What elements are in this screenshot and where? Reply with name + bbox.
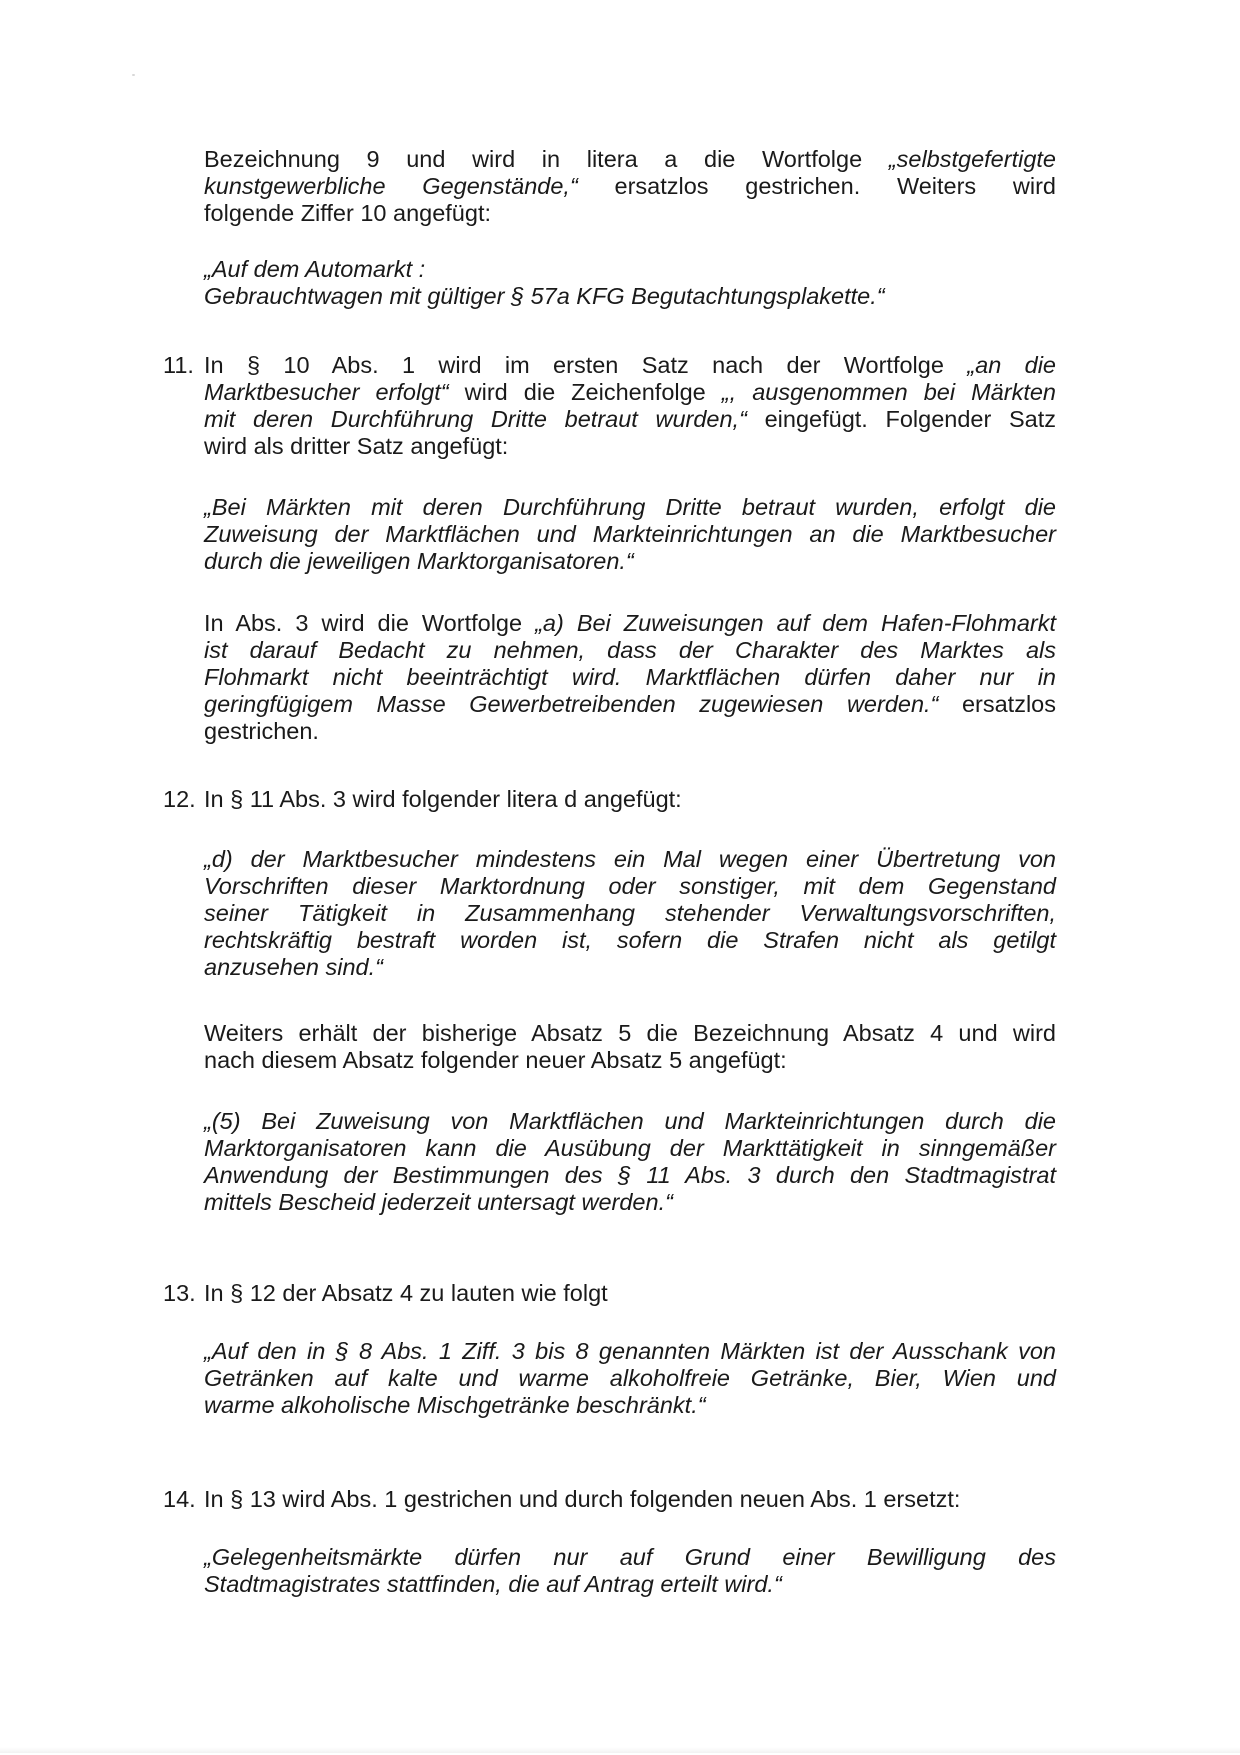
intro-paragraph [204,146,1056,227]
item-number-13: 13. [163,1280,196,1306]
item-number-14: 14. [163,1486,196,1512]
item-13-quote: „Auf den in § 8 Abs. 1 Ziff. 3 bis 8 genannten Märkten ist der Ausschank von Getränken auf kalte und warme alkoholfreie Getränke, Bier, Wien und warme alkoholische Mischgetränke beschränkt.“ [204,1338,1056,1418]
item-13-first-line: In § 12 der Absatz 4 zu lauten wie folgt [204,1280,608,1306]
item-11-quote: „Bei Märkten mit deren Durchführung Dritte betraut wurden, erfolgt die Zuweisung der Marktflächen und Markteinrichtungen an die Marktbesucher durch die jeweiligen Marktorganisatoren.“ [204,494,1056,574]
item-12-quote-5: „(5) Bei Zuweisung von Marktflächen und Markteinrichtungen durch die Marktorganisatoren kann die Ausübung der Markttätigkeit in sinngemäßer Anwendung der Bestimmungen des § 11 Abs. 3 durch den Stadtmagistrat mittels Bescheid jederzeit untersagt werden.“ [204,1108,1056,1215]
quote-automarkt: „Auf dem Automarkt : Gebrauchtwagen mit gültiger § 57a KFG Begutachtungsplakette.“ [204,256,885,309]
item-12-paragraph-2: Weiters erhält der bisherige Absatz 5 die Bezeichnung Absatz 4 und wird nach diesem Absatz folgender neuer Absatz 5 angefügt: [204,1020,1056,1073]
intro-line-2: kunstgewerbliche Gegenstände,“ ersatzlos gestrichen. Weiters wird [204,173,1056,199]
intro-line-3: folgende Ziffer 10 angefügt: [204,200,492,226]
item-12-quote-d: „d) der Marktbesucher mindestens ein Mal wegen einer Übertretung von Vorschriften dieser Marktordnung oder sonstiger, mit dem Gegenstand seiner Tätigkeit in Zusammenhang stehender Verwaltungsvorschriften, rechtskräftig bestraft worden ist, sofern die Strafen nicht als getilgt anzusehen sind.“ [204,846,1056,980]
item-14-first-line: In § 13 wird Abs. 1 gestrichen und durch folgenden neuen Abs. 1 ersetzt: [204,1486,961,1512]
item-14-quote: „Gelegenheitsmärkte dürfen nur auf Grund einer Bewilligung des Stadtmagistrates stattfinden, die auf Antrag erteilt wird.“ [204,1544,1056,1597]
item-number-11: 11. [163,352,194,378]
scan-bottom-edge [0,1747,1240,1753]
item-11-paragraph-1: In § 10 Abs. 1 wird im ersten Satz nach der Wortfolge „an die Marktbesucher erfolgt“ wird die Zeichenfolge „, ausgenommen bei Märkten mit deren Durchführung Dritte betraut wurden,“ eingefügt. Folgender Satz wird als dritter Satz angefügt: [204,352,1057,459]
item-number-12: 12. [163,786,196,812]
intro-line-1: Bezeichnung 9 und wird in litera a die Wortfolge „selbstgefertigte [204,146,1056,172]
item-12-first-line: In § 11 Abs. 3 wird folgender litera d angefügt: [204,786,682,812]
item-11-paragraph-2: In Abs. 3 wird die Wortfolge „a) Bei Zuweisungen auf dem Hafen-Flohmarkt ist darauf Bedacht zu nehmen, dass der Charakter des Marktes als Flohmarkt nicht beeinträchtigt wird. Marktflächen dürfen daher nur in geringfügigem Masse Gewerbetreibenden zugewiesen werden.“ ersatzlos gestrichen. [204,610,1057,744]
scan-artifact [132,74,135,76]
